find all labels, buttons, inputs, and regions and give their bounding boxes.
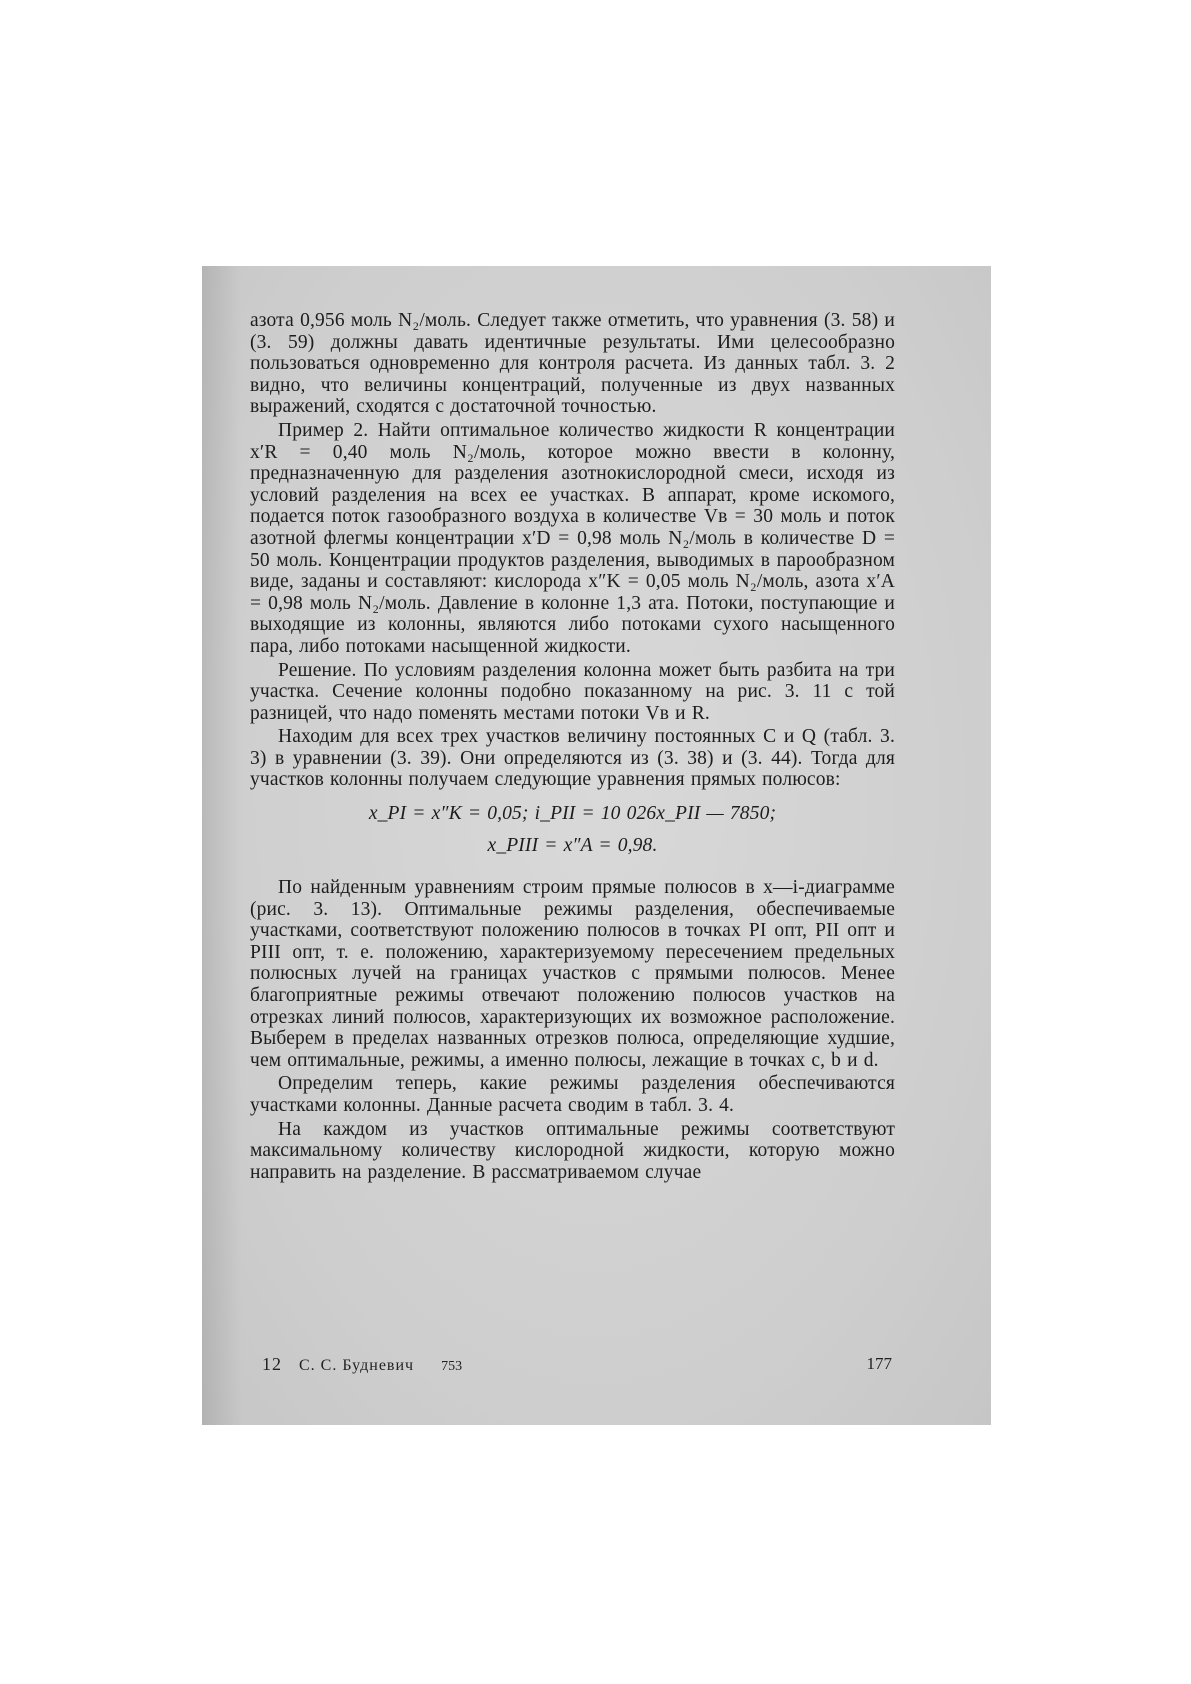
paragraph-4: Находим для всех трех участков величину постоянных C и Q (табл. 3. 3) в уравнении (3. 39). Они определяются из (3. 38) и (3. 44). Тогда для участков колонны получаем следующие уравнения прямых полюсов: [250,726,895,791]
paragraph-5: По найденным уравнениям строим прямые полюсов в x—i-диаграмме (рис. 3. 13). Оптимальные режимы разделения, обеспечиваемые участками, соответствуют положению полюсов в точках PI опт, PII опт и PIII опт, т. е. положению, характеризуемому пересечением предельных полюсных лучей на границах участков с прямыми полюсов. Менее благоприятные режимы отвечают положению полюсов участков на отрезках линий полюсов, характеризующих их возможное расположение. Выберем в пределах названных отрезков полюса, определяющие худшие, чем оптимальные, режимы, а именно полюсы, лежащие в точках c, b и d. [250,877,895,1071]
signature-number: 12 [262,1354,282,1374]
formula-line-1: x_PI = x″K = 0,05; i_PII = 10 026x_PII — 7850; [368,803,777,825]
scanned-page [202,266,991,1425]
footer-signature [262,1354,462,1375]
paragraph-1: азота 0,956 моль N₂/моль. Следует также отметить, что уравнения (3. 58) и (3. 59) должны давать идентичные результаты. Ими целесообразно пользоваться одновременно для контроля расчета. Из данных табл. 3. 2 видно, что величины концентраций, полученные из двух названных выражений, сходятся с достаточной точностью. [250,310,895,418]
page-number: 177 [866,1354,892,1373]
author-name: С. С. Будневич [299,1357,415,1374]
paragraph-2-example: Пример 2. Найти оптимальное количество жидкости R концентрации x′R = 0,40 моль N₂/моль, которое можно ввести в колонну, предназначенную для разделения азотнокислородной смеси, исходя из условий разделения на всех ее участках. В аппарат, кроме искомого, подается поток газообразного воздуха в количестве Vв = 30 моль и поток азотной флегмы концентрации x′D = 0,98 моль N₂/моль в количестве D = 50 моль. Концентрации продуктов разделения, выводимых в парообразном виде, заданы и составляют: кислорода x″K = 0,05 моль N₂/моль, азота x′A = 0,98 моль N₂/моль. Давление в колонне 1,3 ата. Потоки, поступающие и выходящие из колонны, являются либо потоками сухого насыщенного пара, либо потоками насыщенной жидкости. [250,419,895,657]
formula-line-2: x_PIII = x″A = 0,98. [487,835,658,857]
page-text [250,310,895,1183]
paragraph-7: На каждом из участков оптимальные режимы соответствуют максимальному количеству кислородной жидкости, которую можно направить на разделение. В рассматриваемом случае [250,1118,895,1183]
paragraph-3-solution: Решение. По условиям разделения колонна может быть разбита на три участка. Сечение колонны подобно показанному на рис. 3. 11 с той разницей, что надо поменять местами потоки Vв и R. [250,659,895,724]
paragraph-6: Определим теперь, какие режимы разделения обеспечиваются участками колонны. Данные расчета сводим в табл. 3. 4. [250,1073,895,1116]
print-code: 753 [441,1359,463,1374]
